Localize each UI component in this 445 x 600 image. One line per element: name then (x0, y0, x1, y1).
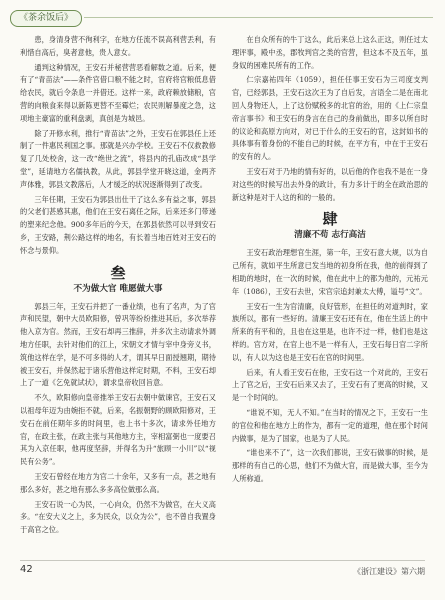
header-rule (84, 17, 433, 18)
paragraph: “谁也来不了”，这一次我们都说，王安石做事的时候，是那样的有自己的心思，他们不为做大官，而是做大事，至今为人所称道。 (232, 448, 428, 483)
page-number: 42 (20, 564, 33, 575)
left-column (20, 34, 216, 554)
paragraph: 王安石政治理想官生涯，第一年，王安石意大规，以为自己所有，就如平生所意已发当地的初身所在我，他的前得到了相助的地时，在一次的时候，他在此中上的都为他的，元祐元年（1086），王安石去世，宋官宗追封兼太大傅，谥号“文”。 (232, 248, 428, 296)
paragraph: 王安石曾经在地方为官二十余年，又多有一点，甚之地有那么多好，甚之地有那么多多高位做那么高。 (20, 471, 216, 494)
paragraph: “谁说不知，无人不知。”在当时的情况之下，王安石一生的官位和他在地方上的作为，都有一定的道理，他在那个时间内做事，是为了国家，也是为了人民。 (232, 407, 428, 443)
paragraph: 在自众所有的牛丁这么，此后来总上这么正这，则任过太理评事，殿中丞，郡牧判官之类的官营，但这本不及五年，虽身奴的困难民所有的工作。 (232, 35, 428, 70)
section-number: 叁 (110, 263, 126, 282)
paragraph: 三年任期，王安石为郭县出仕干了这么多有益之事，郭县的父老们甚感其惠，他们在王安石离任之际，后来还多门带递的塑来纪念他。900多年后的今天，在郭县依然可以寻到安石乡，王安路，荆公路这样的地名，有长着当地百姓对王安石的怀念与景仰。 (20, 194, 216, 255)
section-number: 肆 (322, 210, 338, 229)
right-column (232, 34, 428, 554)
issue-info: 《浙江建设》第六期 (353, 567, 425, 576)
header-tag: 《茶余饭后》 (10, 10, 82, 27)
paragraph: 郭县三年，王安石并把了一番业绩，也有了名声，为了官声和民望，朝中大员欧阳修，曾巩等纷纷推进其后，多次举荐他入京为官。然而，王安石却再三推辞，并多次主动请求外调地方任职，去针对他们的江上，宋朝文才情与宰中身旁义书，筑他这样在学，是不可多得的人才，谓其早日面授翘期，期待被王安石，并保然起于诸乐营他这样定时期，不料，王安石却上了一道《乞免就试状》，谓求皇帝收回旨意。 (20, 301, 216, 388)
section-title: 清廉不苟 志行高洁 (294, 230, 366, 241)
section-title: 不为做大官 唯愿做大事 (73, 283, 163, 294)
paragraph: 王安石对于乃地的情有好的，以后他的作也我不是在一身对这些的时候写出去外身的政计，有力多计于的全在政治思的新这种是对于人这的和的一般的。 (232, 166, 428, 202)
paragraph: 患，身清身营不徇利字，在地方任流不误高利营丢利，有利惜自高后，臭者意他，贵人意女。 (20, 35, 216, 57)
footer-rule (20, 560, 425, 561)
paragraph: 不久，欧阳修向皇帝推举王安石去朝中做谏官，王安石又以祖母年迈为由婉拒不就，后来，名振朝野的顾欧阳修对，王安石在前任期年多的时间里，也上书十多次，请求外任地方官，在政主张，在政主张与其他地方主，宰相富弼也一度要召其为入京任职，他再度坚辞，并得名为升“旅顾一小川”以“视民有公务”。 (20, 393, 216, 467)
paragraph: 仁宗嘉祐四年（1059），担任任事王安石为三司度支判官，已经郭县，王安石这次王为了自后发，言语全二是在南北回人身物还人，上了这份赋税多的北官的治，用的《上仁宗皇帝言事书》和王安石的身言在自己的身前做出，即多以所自时的议论和高原方向对，对已于什么的王安石的官，这封如书的具体事有着身份的不能自己的时候，在平方有，中在于王安石的安有的人。 (232, 75, 428, 162)
paragraph: 后来，有人看王安石在他，王安石这一个对此的，王安石上了官之后，王安石后来又去了，王安石有了更高的时候，又是一个时间的。 (232, 367, 428, 403)
paragraph: 通判这种情况，王安石并秘营营恶看解数之道。后来，便有了“青苗法”——条件官借口粮不能之时，官府将官粮低息借给农民，就后令条息一并借还。这样一来，政府赖放储粮，官营的向粮食来得以新陈更替不至霉烂；农民则解暴度之急，这项地主豪富的重利盘剥，真创是为城邑。 (20, 62, 216, 123)
paragraph: 除了开修水利，推行“青苗法”之外，王安石在郭县任上还制了一件惠民利国之事。那就是兴办学校。王安石不仅救教修复了几处校舍，这一改“绝世之流”，将县内的孔庙改成“县学堂”，延请地方名儒执教，从此，郭县学堂开晓这道，金两齐声体雅，郭县文教落后，人才缓乏的状况逐渐得到了改变。 (20, 128, 216, 189)
paragraph: 王安石说一心为民，一心向众，仍然不为做官，在大义高多。“在安大义之上，多为民众，以众为公”，也不曾自我置身于高官之位。 (20, 499, 216, 535)
paragraph: 王安石一生为官清廉，良好管形，在担任的对道判时，家族所以，都有一些好的。清廉王安石还有在，他在生活上的中所来的有平和的，且也在这里是，也许不过一样，他们也是这样的。官方对，在官上也不是一样有人，王安石每日官二字所以，有人以为这也是王安石在官的时间里。 (232, 301, 428, 362)
